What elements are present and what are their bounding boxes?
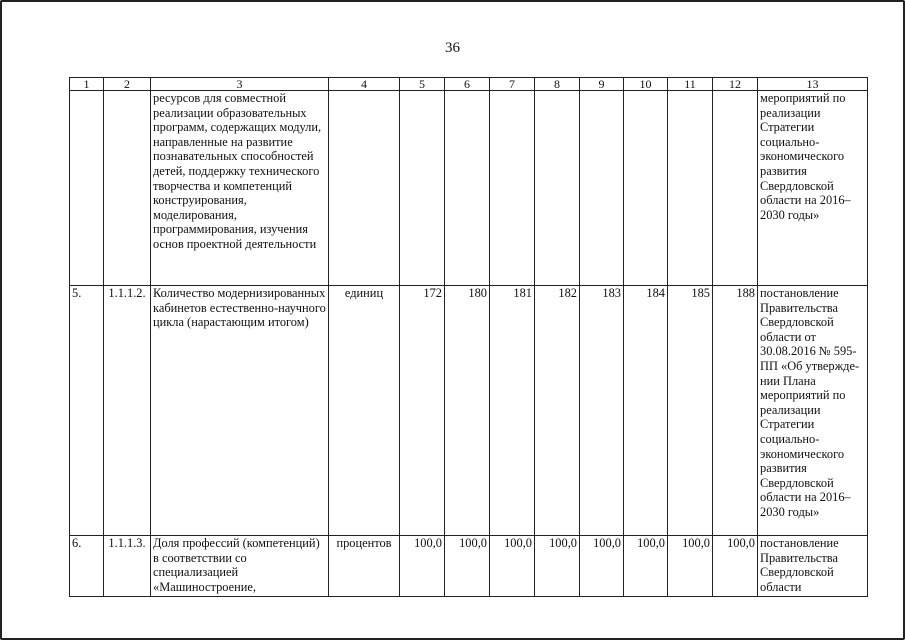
column-header: 11 <box>668 78 713 91</box>
column-header: 6 <box>445 78 490 91</box>
row-unit: единиц <box>329 286 400 536</box>
row-value <box>624 91 668 286</box>
row-value: 100,0 <box>624 536 668 597</box>
column-header: 1 <box>70 78 104 91</box>
row-value: 184 <box>624 286 668 536</box>
table-row <box>70 91 868 286</box>
row-value: 181 <box>490 286 535 536</box>
row-value: 188 <box>713 286 758 536</box>
column-header: 12 <box>713 78 758 91</box>
row-value: 100,0 <box>445 536 490 597</box>
row-number: 5. <box>70 286 104 536</box>
row-value: 183 <box>580 286 624 536</box>
row-code <box>104 91 151 286</box>
row-description: Доля профессий (компетенций) в соответствии со специализацией «Машиностроение, <box>151 536 329 597</box>
row-number <box>70 91 104 286</box>
page-number: 36 <box>445 40 460 56</box>
column-header: 7 <box>490 78 535 91</box>
row-value <box>535 91 580 286</box>
row-value: 172 <box>400 286 445 536</box>
row-value: 100,0 <box>713 536 758 597</box>
row-value: 100,0 <box>580 536 624 597</box>
row-value: 100,0 <box>535 536 580 597</box>
column-header: 4 <box>329 78 400 91</box>
table-row <box>70 536 868 597</box>
row-description: ресурсов для совместной реализации образовательных программ, содержащих модули, направленные на развитие познавательных способностей детей, поддержку технического творчества и компетенций конструирования, моделирования, программирования, изучения основ проектной деятельности <box>151 91 329 286</box>
row-code: 1.1.1.3. <box>104 536 151 597</box>
table-row <box>70 286 868 536</box>
row-source: постановление Правительства Свердловской области от 30.08.2016 № 595-ПП «Об утвержде-нии Плана мероприятий по реализации Стратегии социально-экономического развития Свердловской области на 2016–2030 годы» <box>758 286 868 536</box>
column-header: 13 <box>758 78 868 91</box>
column-header: 8 <box>535 78 580 91</box>
row-unit <box>329 91 400 286</box>
row-value <box>400 91 445 286</box>
row-value: 182 <box>535 286 580 536</box>
row-value: 185 <box>668 286 713 536</box>
row-value: 100,0 <box>400 536 445 597</box>
column-header: 9 <box>580 78 624 91</box>
row-unit: процентов <box>329 536 400 597</box>
row-source: мероприятий по реализации Стратегии социально-экономического развития Свердловской области на 2016–2030 годы» <box>758 91 868 286</box>
row-value <box>445 91 490 286</box>
row-code: 1.1.1.2. <box>104 286 151 536</box>
indicators-table <box>69 77 868 597</box>
column-header: 5 <box>400 78 445 91</box>
row-value: 100,0 <box>668 536 713 597</box>
row-source: постановление Правительства Свердловской области <box>758 536 868 597</box>
row-value <box>713 91 758 286</box>
row-number: 6. <box>70 536 104 597</box>
row-value <box>490 91 535 286</box>
table-header-row <box>70 78 868 91</box>
row-value <box>668 91 713 286</box>
row-value: 100,0 <box>490 536 535 597</box>
column-header: 2 <box>104 78 151 91</box>
row-value <box>580 91 624 286</box>
row-value: 180 <box>445 286 490 536</box>
row-description: Количество модернизированных кабинетов естественно-научного цикла (нарастающим итогом) <box>151 286 329 536</box>
column-header: 3 <box>151 78 329 91</box>
column-header: 10 <box>624 78 668 91</box>
